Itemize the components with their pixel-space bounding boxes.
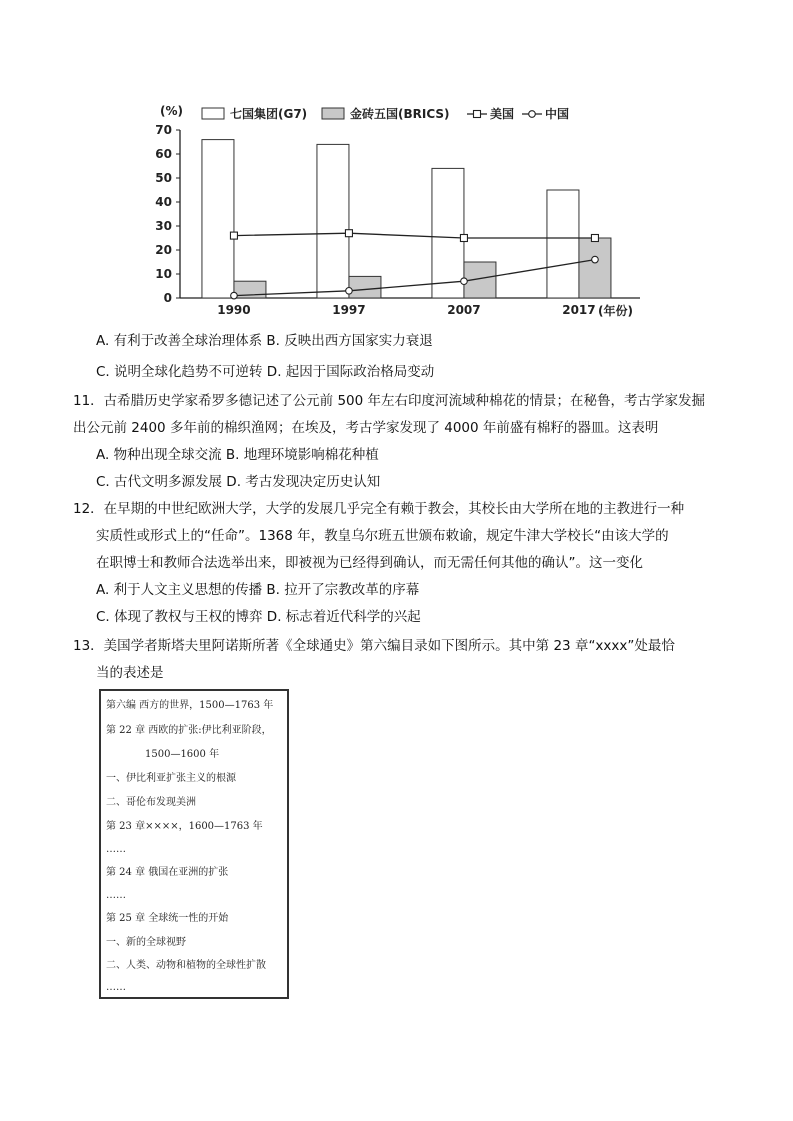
toc-part-title: 第六编 西方的世界，1500—1763 年 <box>106 700 274 711</box>
q13-stem-2: 当的表述是 <box>96 665 164 681</box>
y-axis-unit: (%) <box>160 104 183 118</box>
legend <box>202 106 569 121</box>
plot-area <box>202 140 611 299</box>
legend-g7: 七国集团(G7) <box>230 107 308 121</box>
q12-stem-3: 在职博士和教师合法选举出来，即被视为已经得到确认，而无需任何其他的确认”。这一变化 <box>96 555 643 571</box>
x-axis-unit: (年份) <box>598 304 633 318</box>
y-tick-label: 40 <box>155 195 172 209</box>
point-usa <box>591 235 598 242</box>
toc-ellipsis-2: …… <box>106 890 126 901</box>
point-china <box>461 278 468 285</box>
toc-ch25: 第 25 章 全球统一性的开始 <box>106 913 229 924</box>
y-tick-label: 50 <box>155 171 172 185</box>
q11-options-ab: A. 物种出现全球交流 B. 地理环境影响棉花种植 <box>96 447 379 463</box>
q12-options-ab: A. 利于人文主义思想的传播 B. 拉开了宗教改革的序幕 <box>96 582 420 598</box>
toc-ellipsis-3: …… <box>106 982 126 993</box>
x-tick-label: 1990 <box>217 303 251 317</box>
toc-ch22-s2: 二、哥伦布发现美洲 <box>106 797 196 808</box>
toc-figure <box>99 689 289 999</box>
toc-ellipsis-1: …… <box>106 844 126 855</box>
y-tick-label: 20 <box>155 243 172 257</box>
legend-usa-marker <box>474 111 481 118</box>
bar-g7 <box>202 140 234 298</box>
toc-ch25-s1: 一、新的全球视野 <box>106 937 186 948</box>
toc-ch22: 第 22 章 西欧的扩张:伊比利亚阶段， <box>106 725 272 736</box>
legend-china-marker <box>529 111 536 118</box>
q12-stem-1: 12．在早期的中世纪欧洲大学，大学的发展几乎完全有赖于教会，其校长由大学所在地的主教进行一种 <box>73 501 685 517</box>
toc-ch22-s1: 一、伊比利亚扩张主义的根源 <box>106 773 236 784</box>
bar-g7 <box>317 144 349 298</box>
point-usa <box>345 230 352 237</box>
point-china <box>592 256 599 263</box>
y-tick-label: 0 <box>163 291 172 305</box>
bar-brics <box>349 276 381 298</box>
bar-g7 <box>547 190 579 298</box>
toc-ch22-years: 1500—1600 年 <box>145 749 220 760</box>
y-tick-label: 60 <box>155 147 172 161</box>
toc-ch23: 第 23 章××××，1600—1763 年 <box>106 821 263 832</box>
economy-share-chart <box>150 98 670 323</box>
point-usa <box>230 232 237 239</box>
legend-usa: 美国 <box>490 107 515 121</box>
point-china <box>346 288 353 295</box>
y-tick-label: 10 <box>155 267 172 281</box>
legend-brics: 金砖五国(BRICS) <box>350 107 450 121</box>
q12-options-cd: C. 体现了教权与王权的博弈 D. 标志着近代科学的兴起 <box>96 609 421 625</box>
y-tick-label: 70 <box>155 123 172 137</box>
x-tick-label: 1997 <box>332 303 366 317</box>
y-tick-label: 30 <box>155 219 172 233</box>
q12-stem-2: 实质性或形式上的“任命”。1368 年，教皇乌尔班五世颁布敕谕，规定牛津大学校长“由该大学的 <box>96 528 669 544</box>
x-tick-label: 2007 <box>447 303 481 317</box>
bar-g7 <box>432 168 464 298</box>
line-usa <box>234 233 595 238</box>
q11-stem-1: 11．古希腊历史学家希罗多德记述了公元前 500 年左右印度河流域种棉花的情景；在秘鲁，考古学家发掘 <box>73 393 706 409</box>
toc-ch24: 第 24 章 俄国在亚洲的扩张 <box>106 867 229 878</box>
toc-ch25-s2: 二、人类、动物和植物的全球性扩散 <box>106 960 266 971</box>
q10-options-cd: C. 说明全球化趋势不可逆转 D. 起因于国际政治格局变动 <box>96 364 435 380</box>
q13-stem-1: 13．美国学者斯塔夫里阿诺斯所著《全球通史》第六编目录如下图所示。其中第 23 章“xxxx”处最恰 <box>73 638 675 654</box>
q10-options-ab: A. 有利于改善全球治理体系 B. 反映出西方国家实力衰退 <box>96 333 433 349</box>
x-tick-label: 2017 <box>562 303 596 317</box>
point-china <box>231 292 238 299</box>
q11-stem-2: 出公元前 2400 多年前的棉织渔网；在埃及，考古学家发现了 4000 年前盛有棉籽的器皿。这表明 <box>73 420 659 436</box>
legend-china: 中国 <box>545 107 570 121</box>
line-china <box>234 260 595 296</box>
bar-brics <box>579 238 611 298</box>
q11-options-cd: C. 古代文明多源发展 D. 考古发现决定历史认知 <box>96 474 381 490</box>
point-usa <box>460 235 467 242</box>
